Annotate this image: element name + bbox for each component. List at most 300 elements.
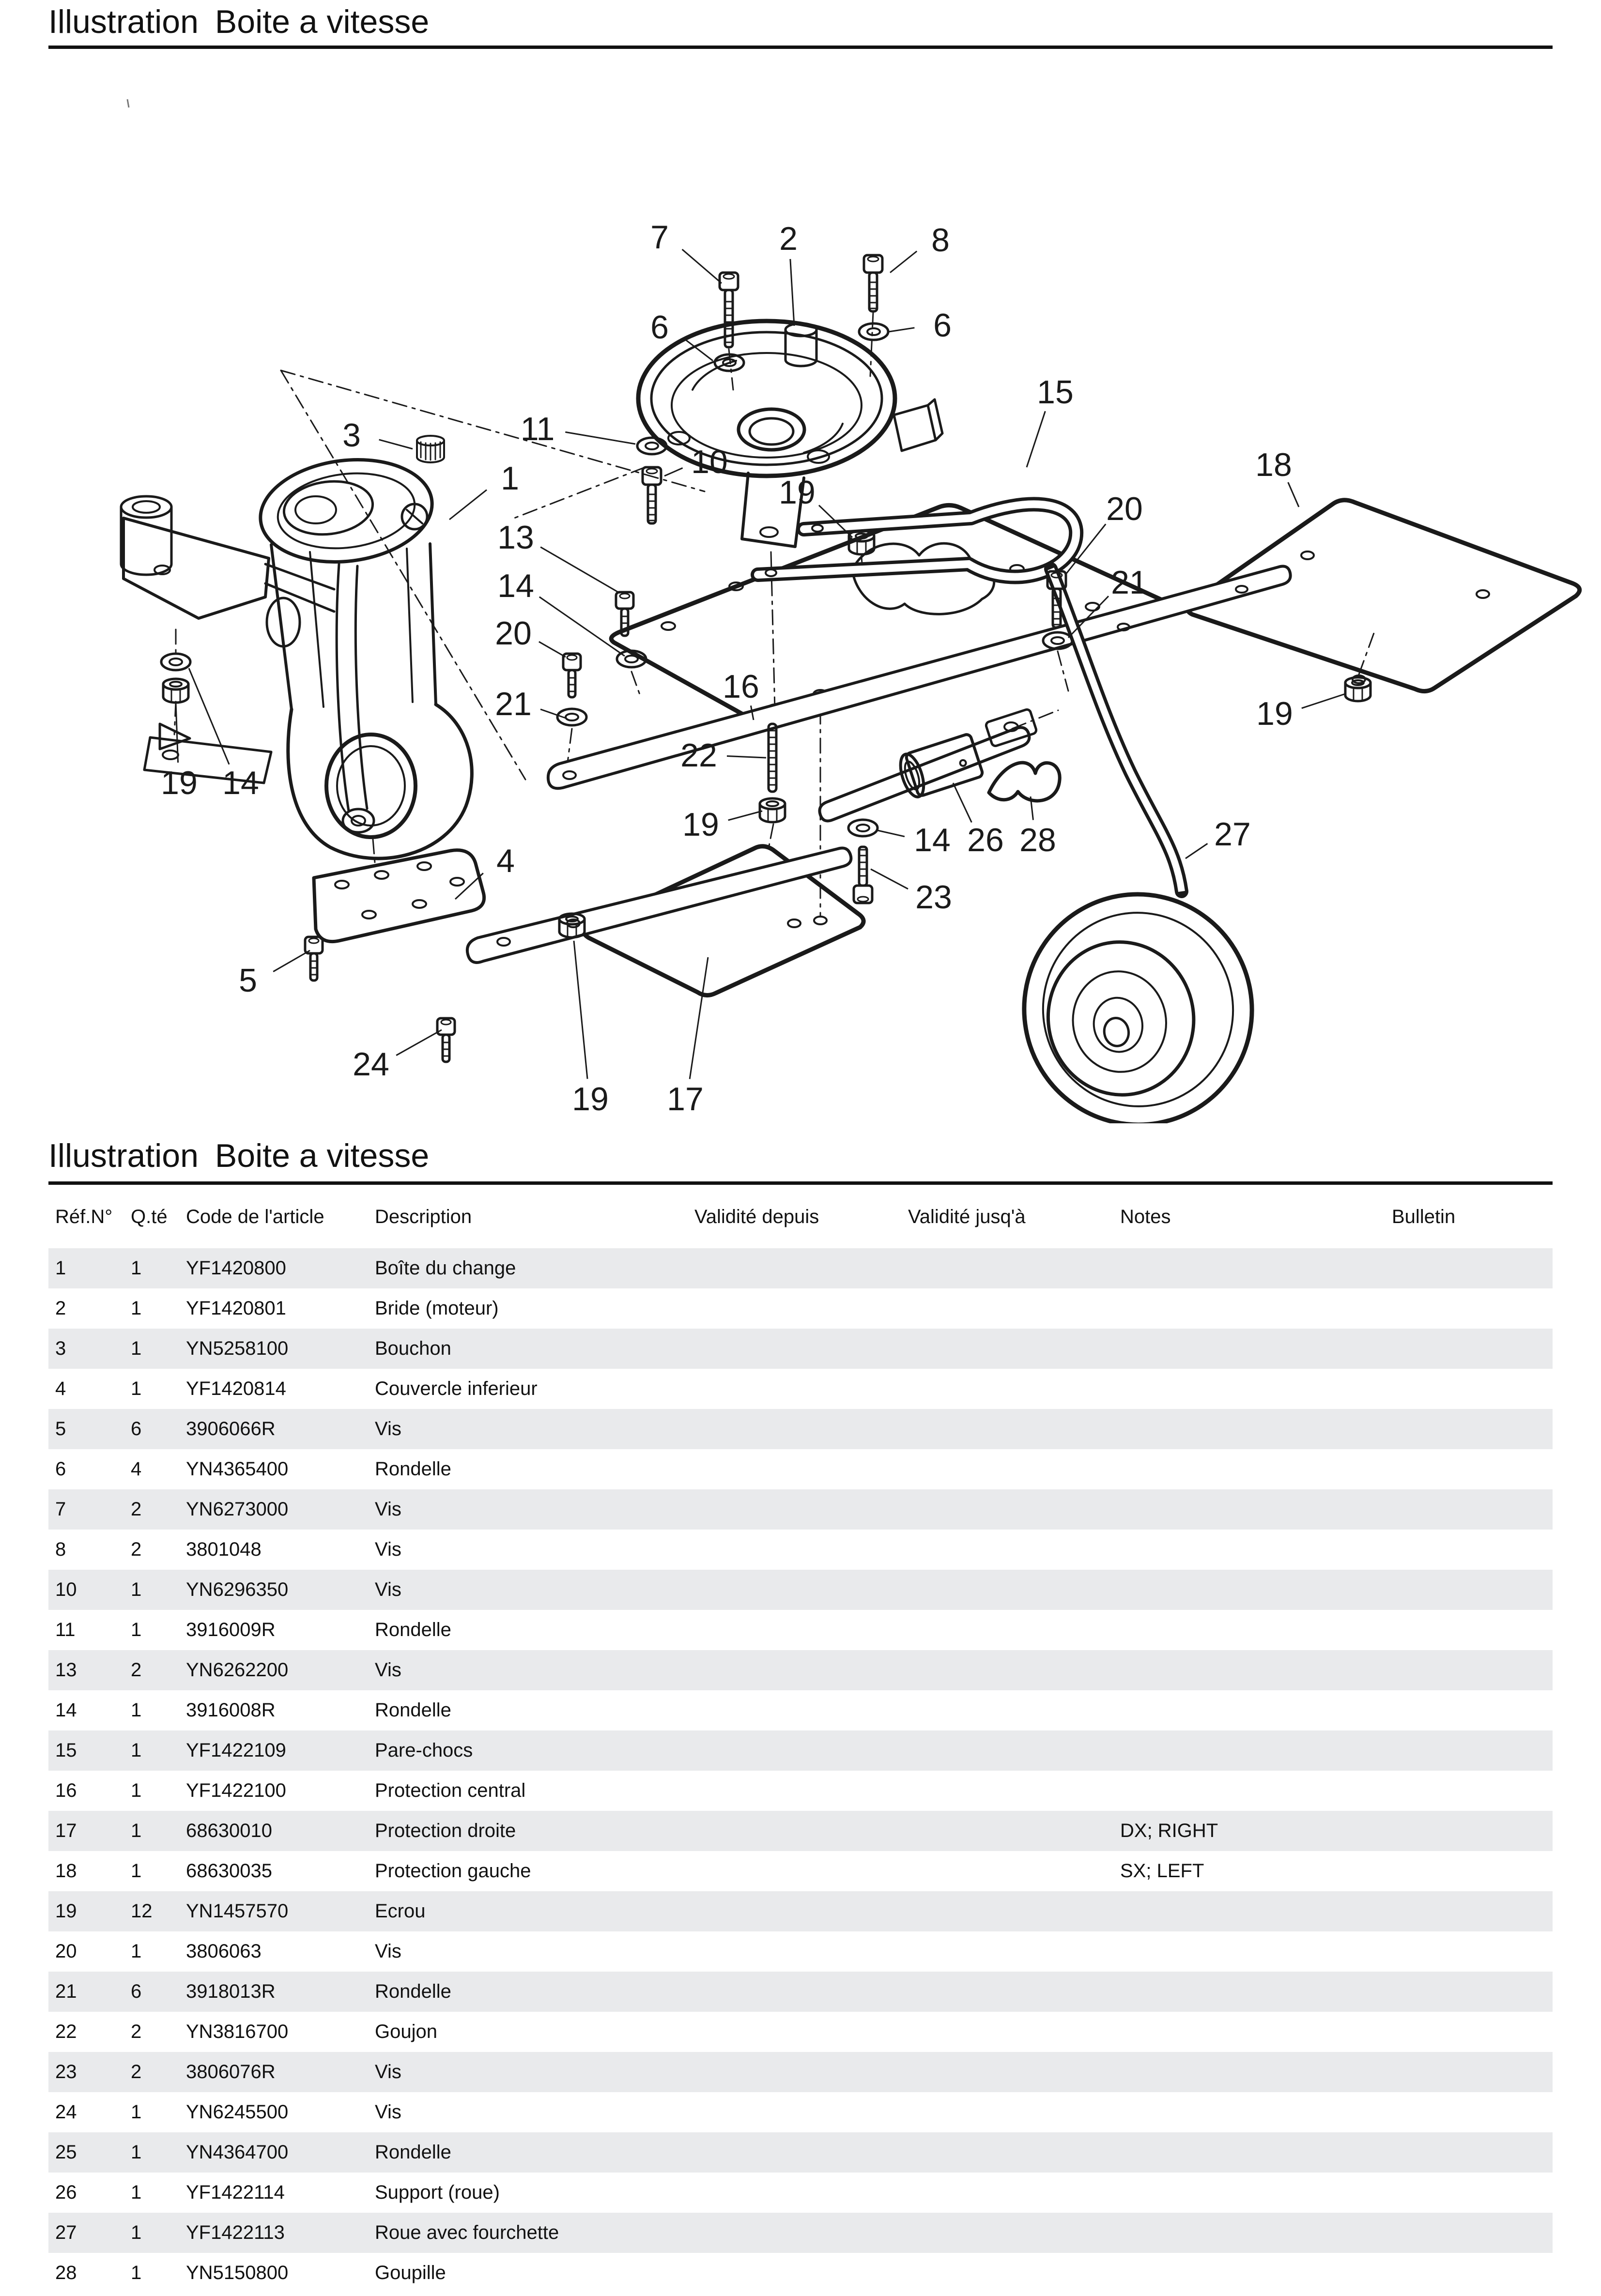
cell-desc: Goupille [375, 2262, 446, 2283]
cell-notes [1113, 2173, 1385, 2213]
cell-qty: 1 [131, 2262, 142, 2283]
callout-leader [539, 642, 566, 657]
screw-20-left [563, 654, 581, 697]
cell-to [901, 1489, 1113, 1530]
cell-notes [1113, 1489, 1385, 1530]
callout-label: 22 [680, 737, 717, 774]
screw-24 [437, 1018, 455, 1062]
cell-desc: Vis [375, 1579, 401, 1600]
nut-19-right [1345, 677, 1370, 701]
cell-ref: 6 [55, 1458, 66, 1480]
callout-label: 18 [1255, 446, 1292, 483]
callout-leader [1288, 482, 1299, 507]
cell-bulletin [1385, 1730, 1553, 1771]
cell-from [688, 2173, 901, 2213]
cell-from [688, 1329, 901, 1369]
cell-ref: 13 [55, 1659, 77, 1681]
cell-notes [1113, 1409, 1385, 1449]
cell-from [688, 2012, 901, 2052]
cell-to [901, 2012, 1113, 2052]
cell-qty: 1 [131, 1298, 142, 1319]
cell-notes: DX; RIGHT [1120, 1820, 1218, 1841]
callout-label: 4 [496, 842, 515, 879]
cell-notes [1113, 1730, 1385, 1771]
callout-label: 6 [933, 307, 952, 344]
cell-code: YF1422114 [186, 2182, 285, 2203]
support-bar-lower [467, 848, 851, 963]
cell-bulletin [1385, 1851, 1553, 1891]
table-header-row [48, 1185, 1553, 1248]
cell-desc: Protection central [375, 1780, 526, 1801]
screw-23 [854, 847, 872, 903]
wheel [1006, 876, 1270, 1123]
cell-desc: Bride (moteur) [375, 1298, 499, 1319]
callout-leader [682, 249, 722, 283]
cell-desc: Rondelle [375, 1619, 451, 1640]
callout-leader [540, 547, 620, 593]
cell-code: YF1422109 [186, 1740, 286, 1761]
cell-notes [1113, 1369, 1385, 1409]
cell-qty: 1 [131, 1740, 142, 1761]
cell-from [688, 1650, 901, 1690]
nut-19-center [760, 798, 785, 822]
cell-notes [1113, 2012, 1385, 2052]
cell-code: 3916009R [186, 1619, 276, 1640]
cell-from [688, 1610, 901, 1650]
cell-desc: Support (roue) [375, 2182, 500, 2203]
table-row [48, 1329, 1553, 1369]
cell-code: YN4365400 [186, 1458, 289, 1480]
cell-bulletin [1385, 2052, 1553, 2092]
parts-section-header [48, 1137, 1553, 1175]
cell-qty: 2 [131, 1539, 142, 1560]
callout-label: 23 [915, 879, 952, 916]
cell-bulletin [1385, 2012, 1553, 2052]
washer-14-left [161, 654, 190, 670]
cell-from [688, 2052, 901, 2092]
cell-desc: Vis [375, 1659, 401, 1681]
cell-qty: 1 [131, 1619, 142, 1640]
cell-from [688, 1489, 901, 1530]
callout-label: 11 [520, 411, 555, 447]
cell-from [688, 2253, 901, 2293]
callout-label: 16 [723, 668, 759, 705]
callout-label: 8 [931, 222, 950, 259]
section-title-label: Illustration [48, 1137, 199, 1174]
section-title-text: Boite a vitesse [215, 1137, 430, 1174]
cell-bulletin [1385, 1288, 1553, 1329]
cell-qty: 1 [131, 2142, 142, 2163]
cell-code: YN5150800 [186, 2262, 289, 2283]
callout-label: 13 [497, 519, 534, 556]
cell-code: 3916008R [186, 1699, 276, 1721]
cell-code: 68630035 [186, 1860, 272, 1882]
cell-qty: 1 [131, 2182, 142, 2203]
cell-code: YN5258100 [186, 1338, 289, 1359]
cell-qty: 1 [131, 1860, 142, 1882]
callout-leader [539, 597, 625, 656]
callout-label: 14 [497, 567, 534, 604]
table-row [48, 1288, 1553, 1329]
cell-qty: 1 [131, 1941, 142, 1962]
cell-notes [1113, 2132, 1385, 2173]
cell-notes [1113, 1288, 1385, 1329]
cell-to [901, 1811, 1113, 1851]
cell-desc: Goujon [375, 2021, 437, 2042]
col-valid-to: Validité jusq'à [908, 1206, 1026, 1227]
cell-bulletin [1385, 1931, 1553, 1972]
table-row [48, 2092, 1553, 2132]
table-row [48, 1730, 1553, 1771]
cell-qty: 1 [131, 1257, 142, 1279]
cell-ref: 24 [55, 2101, 77, 2123]
callout-label: 5 [239, 962, 257, 999]
cell-notes [1113, 1972, 1385, 2012]
cell-ref: 11 [55, 1619, 76, 1640]
exploded-diagram [0, 80, 1601, 1123]
cell-bulletin [1385, 1690, 1553, 1730]
callout-label: 6 [650, 309, 669, 346]
callout-leader [379, 440, 413, 449]
callout-leader [1185, 843, 1207, 858]
cell-ref: 20 [55, 1941, 77, 1962]
cell-bulletin [1385, 1771, 1553, 1811]
callout-label: 19 [682, 806, 719, 843]
callout-leader [189, 668, 229, 765]
screw-7 [720, 273, 738, 347]
cell-notes [1113, 1650, 1385, 1690]
cell-bulletin [1385, 1248, 1553, 1288]
cell-qty: 1 [131, 2101, 142, 2123]
cell-bulletin [1385, 1891, 1553, 1931]
cell-ref: 4 [55, 1378, 66, 1399]
cell-desc: Rondelle [375, 1981, 451, 2002]
cell-code: YF1420801 [186, 1298, 286, 1319]
callout-label: 21 [1111, 564, 1148, 601]
cell-desc: Bouchon [375, 1338, 451, 1359]
callout-leader [871, 869, 908, 889]
cell-to [901, 2052, 1113, 2092]
cell-ref: 25 [55, 2142, 77, 2163]
callout-leader [574, 941, 587, 1079]
table-row [48, 1891, 1553, 1931]
cell-from [688, 1771, 901, 1811]
table-row [48, 1248, 1553, 1288]
cell-ref: 14 [55, 1699, 77, 1721]
cell-bulletin [1385, 2132, 1553, 2173]
table-row [48, 2132, 1553, 2173]
cell-code: YN6262200 [186, 1659, 289, 1681]
callout-leader [727, 756, 766, 758]
section-title [48, 1137, 1553, 1175]
table-row [48, 1489, 1553, 1530]
cell-notes [1113, 1771, 1385, 1811]
cell-bulletin [1385, 1972, 1553, 2012]
callout-leader [790, 259, 794, 326]
cell-ref: 1 [55, 1257, 66, 1279]
cell-to [901, 1690, 1113, 1730]
cell-code: 68630010 [186, 1820, 272, 1841]
cell-ref: 7 [55, 1499, 66, 1520]
cell-bulletin [1385, 1570, 1553, 1610]
screw-8 [864, 255, 882, 311]
callout-label: 27 [1214, 816, 1251, 853]
nut-19-left [163, 679, 188, 703]
cell-to [901, 1329, 1113, 1369]
table-row [48, 2052, 1553, 2092]
cell-qty: 1 [131, 1338, 142, 1359]
cell-to [901, 1730, 1113, 1771]
support-bar-upper [548, 566, 1291, 789]
cell-qty: 6 [131, 1418, 142, 1439]
table-row [48, 1851, 1553, 1891]
cell-to [901, 1972, 1113, 2012]
cell-to [901, 1409, 1113, 1449]
cell-ref: 22 [55, 2021, 77, 2042]
cell-ref: 17 [55, 1820, 77, 1841]
cell-notes [1113, 1891, 1385, 1931]
cell-code: YN6273000 [186, 1499, 289, 1520]
table-row [48, 1449, 1553, 1489]
cell-to [901, 2092, 1113, 2132]
callout-leader [449, 490, 487, 520]
cell-notes [1113, 1610, 1385, 1650]
support-bar-wheel [820, 708, 1037, 821]
cell-ref: 2 [55, 1298, 66, 1319]
cell-from [688, 1409, 901, 1449]
cell-code: YF1422100 [186, 1780, 286, 1801]
cell-to [901, 1288, 1113, 1329]
callout-leader [953, 783, 971, 822]
callout-label: 2 [779, 220, 798, 257]
cell-desc: Roue avec fourchette [375, 2222, 559, 2243]
table-row [48, 2173, 1553, 2213]
cell-bulletin [1385, 1409, 1553, 1449]
callout-label: 26 [967, 822, 1004, 858]
cell-from [688, 1851, 901, 1891]
cell-qty: 6 [131, 1981, 142, 2002]
cell-from [688, 1931, 901, 1972]
cell-notes [1113, 1931, 1385, 1972]
table-row [48, 1811, 1553, 1851]
motor-flange [638, 321, 942, 547]
cell-bulletin [1385, 1610, 1553, 1650]
cell-bulletin [1385, 2253, 1553, 2293]
cell-desc: Rondelle [375, 1699, 451, 1721]
cell-ref: 18 [55, 1860, 77, 1882]
page-header [48, 3, 1553, 41]
table-row [48, 1650, 1553, 1690]
callout-label: 19 [779, 474, 816, 511]
plug-3 [417, 436, 444, 462]
page-title [48, 3, 1553, 41]
cell-code: YN4364700 [186, 2142, 289, 2163]
cell-to [901, 2132, 1113, 2173]
cell-qty: 1 [131, 1820, 142, 1841]
cell-from [688, 1891, 901, 1931]
callout-leader [728, 811, 762, 820]
cell-qty: 1 [131, 1378, 142, 1399]
col-code: Code de l'article [186, 1206, 324, 1227]
callout-leader [565, 432, 635, 444]
cell-notes [1113, 2213, 1385, 2253]
screw-5 [305, 937, 323, 980]
page-title-label: Illustration [48, 3, 199, 40]
cell-bulletin [1385, 2092, 1553, 2132]
cell-to [901, 1369, 1113, 1409]
cell-desc: Vis [375, 2061, 401, 2082]
table-row [48, 1409, 1553, 1449]
cell-bulletin [1385, 1369, 1553, 1409]
cell-ref: 26 [55, 2182, 77, 2203]
cell-qty: 12 [131, 1900, 153, 1922]
col-description: Description [375, 1206, 472, 1227]
cell-to [901, 1891, 1113, 1931]
cell-desc: Rondelle [375, 2142, 451, 2163]
cell-qty: 1 [131, 2222, 142, 2243]
cell-desc: Pare-chocs [375, 1740, 473, 1761]
callout-label: 19 [572, 1081, 609, 1117]
callout-leader [690, 957, 708, 1079]
callout-label: 19 [161, 765, 198, 801]
cell-qty: 1 [131, 1780, 142, 1801]
frame-bracket [121, 496, 271, 783]
cell-notes [1113, 1530, 1385, 1570]
cell-to [901, 1610, 1113, 1650]
cell-bulletin [1385, 1650, 1553, 1690]
cell-to [901, 1248, 1113, 1288]
callout-label: 19 [1256, 695, 1293, 732]
cell-from [688, 1730, 901, 1771]
cell-desc: Vis [375, 1539, 401, 1560]
stud-22 [769, 724, 776, 792]
cell-from [688, 1449, 901, 1489]
table-row [48, 1972, 1553, 2012]
table-row [48, 1610, 1553, 1650]
cell-from [688, 2213, 901, 2253]
cell-from [688, 1570, 901, 1610]
cell-code: YF1422113 [186, 2222, 285, 2243]
callout-leader [396, 1030, 442, 1056]
cell-from [688, 1248, 901, 1288]
cell-qty: 2 [131, 2021, 142, 2042]
cell-notes [1113, 1449, 1385, 1489]
cell-desc: Boîte du change [375, 1257, 516, 1279]
col-qty: Q.té [131, 1206, 168, 1227]
callout-label: 14 [914, 822, 951, 858]
table-row [48, 1570, 1553, 1610]
cell-notes [1113, 1248, 1385, 1288]
cell-ref: 23 [55, 2061, 77, 2082]
cell-notes [1113, 1570, 1385, 1610]
table-row [48, 1931, 1553, 1972]
cell-code: YF1420814 [186, 1378, 286, 1399]
table-row [48, 2253, 1553, 2293]
page-title-text: Boite a vitesse [215, 3, 430, 40]
callout-label: 3 [342, 417, 361, 454]
cell-to [901, 1570, 1113, 1610]
cell-code: 3906066R [186, 1418, 276, 1439]
cell-from [688, 1690, 901, 1730]
cell-code: 3801048 [186, 1539, 262, 1560]
cell-desc: Protection droite [375, 1820, 516, 1841]
cell-from [688, 1288, 901, 1329]
cell-notes [1113, 1329, 1385, 1369]
callout-label: 17 [667, 1081, 704, 1117]
table-row [48, 1690, 1553, 1730]
section-rule [48, 1181, 1553, 1185]
washer-6-right [859, 323, 888, 340]
cell-bulletin [1385, 2213, 1553, 2253]
col-ref: Réf.N° [55, 1206, 113, 1227]
cell-to [901, 1530, 1113, 1570]
callout-label: 20 [1106, 490, 1143, 527]
cell-to [901, 1449, 1113, 1489]
col-notes: Notes [1120, 1206, 1171, 1227]
cell-code: YN6245500 [186, 2101, 289, 2123]
callout-leader [664, 468, 683, 476]
cell-code: 3918013R [186, 1981, 276, 2002]
col-bulletin: Bulletin [1392, 1206, 1456, 1227]
cell-ref: 19 [55, 1900, 77, 1922]
cell-to [901, 1771, 1113, 1811]
title-rule [48, 46, 1553, 49]
cell-desc: Ecrou [375, 1900, 426, 1922]
table-row [48, 1771, 1553, 1811]
cell-desc: Vis [375, 2101, 401, 2123]
cell-notes [1113, 2052, 1385, 2092]
callout-label: 10 [691, 444, 728, 480]
cell-code: YN3816700 [186, 2021, 289, 2042]
cell-from [688, 1972, 901, 2012]
callout-leader [889, 328, 914, 332]
washer-14-b [848, 820, 877, 836]
gearbox-housing [255, 450, 472, 858]
cell-to [901, 1851, 1113, 1891]
cell-ref: 8 [55, 1539, 66, 1560]
cell-desc: Couvercle inferieur [375, 1378, 538, 1399]
cell-code: YN1457570 [186, 1900, 289, 1922]
cell-ref: 28 [55, 2262, 77, 2283]
cell-qty: 1 [131, 1579, 142, 1600]
cell-code: 3806076R [186, 2061, 276, 2082]
cell-qty: 2 [131, 2061, 142, 2082]
callout-label: 21 [495, 686, 532, 722]
cell-ref: 5 [55, 1418, 66, 1439]
cell-notes [1113, 1690, 1385, 1730]
cell-qty: 2 [131, 1659, 142, 1681]
callout-label: 1 [501, 460, 519, 497]
cell-desc: Rondelle [375, 1458, 451, 1480]
cell-desc: Vis [375, 1941, 401, 1962]
cell-code: 3806063 [186, 1941, 262, 1962]
callout-label: 28 [1019, 822, 1056, 858]
cell-ref: 3 [55, 1338, 66, 1359]
callout-label: 20 [495, 615, 532, 652]
cell-to [901, 2213, 1113, 2253]
cell-desc: Vis [375, 1418, 401, 1439]
table-row [48, 2213, 1553, 2253]
cell-bulletin [1385, 1530, 1553, 1570]
cell-notes [1113, 2092, 1385, 2132]
col-valid-from: Validité depuis [694, 1206, 819, 1227]
cell-bulletin [1385, 1811, 1553, 1851]
callout-leader [273, 950, 310, 972]
cell-from [688, 2092, 901, 2132]
callout-label: 14 [222, 765, 259, 801]
table-row [48, 2012, 1553, 2052]
cell-from [688, 1811, 901, 1851]
